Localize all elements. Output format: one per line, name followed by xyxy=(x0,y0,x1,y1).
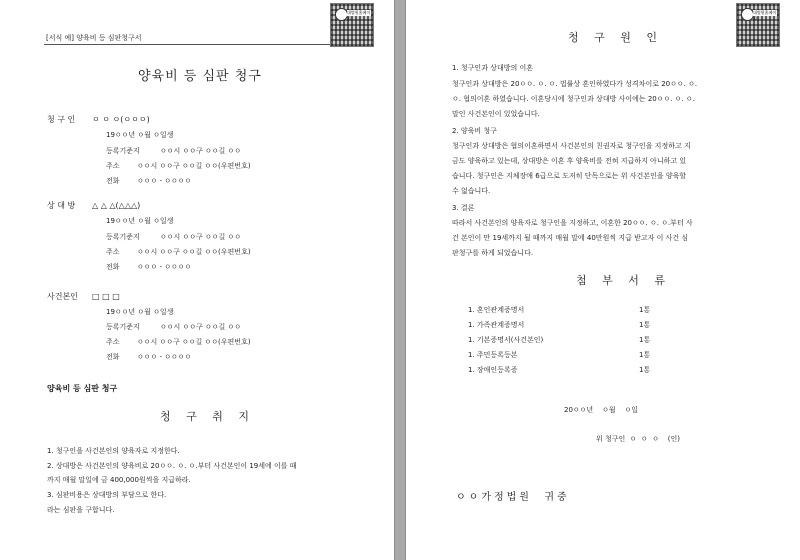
cause-line: 3. 결론 xyxy=(452,204,475,212)
attachments-heading: 첨 부 서 류 xyxy=(576,274,671,287)
page-gutter xyxy=(394,0,406,560)
document-title: 양육비 등 심판 청구 xyxy=(138,69,262,84)
attachment-name: 1. 주민등록등본 xyxy=(468,351,518,359)
cause-line: 건 본인이 만 19세까지 될 때까지 매월 말에 40만원씩 지급 받고자 이 사건 심 xyxy=(452,234,689,242)
cause-line: 습니다. 청구인은 지체장애 6급으로 도저히 단독으로는 위 사건본인을 양육할 xyxy=(452,172,687,180)
document-page-left xyxy=(0,0,394,560)
form-header-rule xyxy=(44,44,334,45)
cause-line: 1. 청구인과 상대방의 이혼 xyxy=(452,64,533,72)
attachment-qty: 1통 xyxy=(639,306,651,314)
respondent-birth: 19ㅇㅇ년 ㅇ월 ㅇ일생 xyxy=(106,217,174,225)
respondent-reg-label: 등록기준지 xyxy=(106,233,140,241)
purpose-line: 라는 심판을 구합니다. xyxy=(47,506,115,514)
attachment-qty: 1통 xyxy=(639,336,651,344)
attachment-name: 1. 혼인관계증명서 xyxy=(468,306,525,314)
court-addressee: ㅇㅇ가정법원 귀중 xyxy=(456,492,570,503)
attachment-name: 1. 기본증명서(사건본인) xyxy=(468,336,544,344)
cause-line: 판청구를 하게 되었습니다. xyxy=(452,249,534,257)
cause-line: 청구인과 상대방은 20ㅇㅇ. ㅇ. ㅇ. 법률상 혼인하였다가 성격차이로 20ㅇㅇ. ㅇ. xyxy=(452,80,698,88)
cause-line: ㅇ. 협의이혼 하였습니다. 이혼당시에 청구인과 상대방 사이에는 20ㅇㅇ. ㅇ. ㅇ. xyxy=(452,95,695,103)
claimant-addr-value: ㅇㅇ시 ㅇㅇ구 ㅇㅇ길 ㅇㅇ(우편번호) xyxy=(137,162,251,170)
respondent-phone-label: 전화 xyxy=(106,263,120,271)
principal-reg-label: 등록기준지 xyxy=(106,323,140,331)
respondent-name: △ △ △(△△△) xyxy=(92,201,141,210)
attachment-qty: 1통 xyxy=(639,366,651,374)
qr-stamp-icon xyxy=(330,3,374,47)
subject-line: 양육비 등 심판 청구 xyxy=(47,384,118,393)
principal-addr-label: 주소 xyxy=(106,338,120,346)
claimant-reg-label: 등록기준지 xyxy=(106,147,140,155)
attachment-qty: 1통 xyxy=(639,321,651,329)
cause-line: 따라서 사건본인의 양육자로 청구인을 지정하고, 이혼한 20ㅇㅇ. ㅇ. ㅇ.부터 사 xyxy=(452,219,693,227)
qr-stamp-icon xyxy=(736,3,780,47)
claimant-reg-value: ㅇㅇ시 ㅇㅇ구 ㅇㅇ길 ㅇㅇ xyxy=(160,147,242,155)
attachment-name: 1. 가족관계증명서 xyxy=(468,321,525,329)
claimant-label: 청 구 인 xyxy=(47,115,76,124)
cause-line: 말인 사건본인이 있었습니다. xyxy=(452,110,540,118)
claimant-phone-label: 전화 xyxy=(106,177,120,185)
claimant-phone-value: ㅇㅇㅇ - ㅇㅇㅇㅇ xyxy=(137,177,192,185)
principal-reg-value: ㅇㅇ시 ㅇㅇ구 ㅇㅇ길 ㅇㅇ xyxy=(160,323,242,331)
principal-name: □ □ □ xyxy=(92,292,120,301)
cause-line: 금도 양육하고 있는데, 상대방은 이혼 후 양육비를 전혀 지급하지 아니하고 있 xyxy=(452,157,687,165)
respondent-label: 상 대 방 xyxy=(47,201,76,210)
respondent-addr-label: 주소 xyxy=(106,248,120,256)
respondent-addr-value: ㅇㅇ시 ㅇㅇ구 ㅇㅇ길 ㅇㅇ(우편번호) xyxy=(137,248,251,256)
document-date: 20ㅇㅇ년 ㅇ월 ㅇ일 xyxy=(564,406,639,414)
stamp-text: 대법원홈페이지 xyxy=(347,10,371,21)
purpose-line: 3. 심판비용은 상대방의 부담으로 한다. xyxy=(47,491,167,499)
respondent-reg-value: ㅇㅇ시 ㅇㅇ구 ㅇㅇ길 ㅇㅇ xyxy=(160,233,242,241)
claimant-addr-label: 주소 xyxy=(106,162,120,170)
document-page-right xyxy=(406,0,800,560)
principal-label: 사건본인 xyxy=(47,292,78,301)
claimant-name: ㅇ ㅇ ㅇ(ㅇㅇㅇ) xyxy=(92,115,150,124)
signer-line: 위 청구인 ㅇ ㅇ ㅇ (인) xyxy=(596,435,681,443)
purpose-heading: 청 구 취 지 xyxy=(160,410,255,423)
cause-line: 청구인과 상대방은 협의이혼하면서 사건본인의 친권자로 청구인을 지정하고 지 xyxy=(452,142,691,150)
purpose-line: 1. 청구인을 사건본인의 양육자로 지정한다. xyxy=(47,447,180,455)
stamp-text: 대법원홈페이지 xyxy=(753,10,777,21)
respondent-phone-value: ㅇㅇㅇ - ㅇㅇㅇㅇ xyxy=(137,263,192,271)
principal-addr-value: ㅇㅇ시 ㅇㅇ구 ㅇㅇ길 ㅇㅇ(우편번호) xyxy=(137,338,251,346)
cause-line: 2. 양육비 청구 xyxy=(452,127,497,135)
attachment-qty: 1통 xyxy=(639,351,651,359)
cause-line: 수 없습니다. xyxy=(452,187,491,195)
cause-heading: 청 구 원 인 xyxy=(568,31,663,44)
attachment-name: 1. 장애인등록증 xyxy=(468,366,518,374)
purpose-line: 까지 매월 말일에 금 400,000원씩을 지급하라. xyxy=(47,476,191,484)
principal-birth: 19ㅇㅇ년 ㅇ월 ㅇ일생 xyxy=(106,308,174,316)
form-label: [서식 예] 양육비 등 심판청구서 xyxy=(46,34,142,42)
principal-phone-value: ㅇㅇㅇ - ㅇㅇㅇㅇ xyxy=(137,353,192,361)
principal-phone-label: 전화 xyxy=(106,353,120,361)
claimant-birth: 19ㅇㅇ년 ㅇ월 ㅇ일생 xyxy=(106,131,174,139)
purpose-line: 2. 상대방은 사건본인의 양육비로 20ㅇㅇ. ㅇ. ㅇ.부터 사건본인이 19세에 이를 때 xyxy=(47,462,297,470)
